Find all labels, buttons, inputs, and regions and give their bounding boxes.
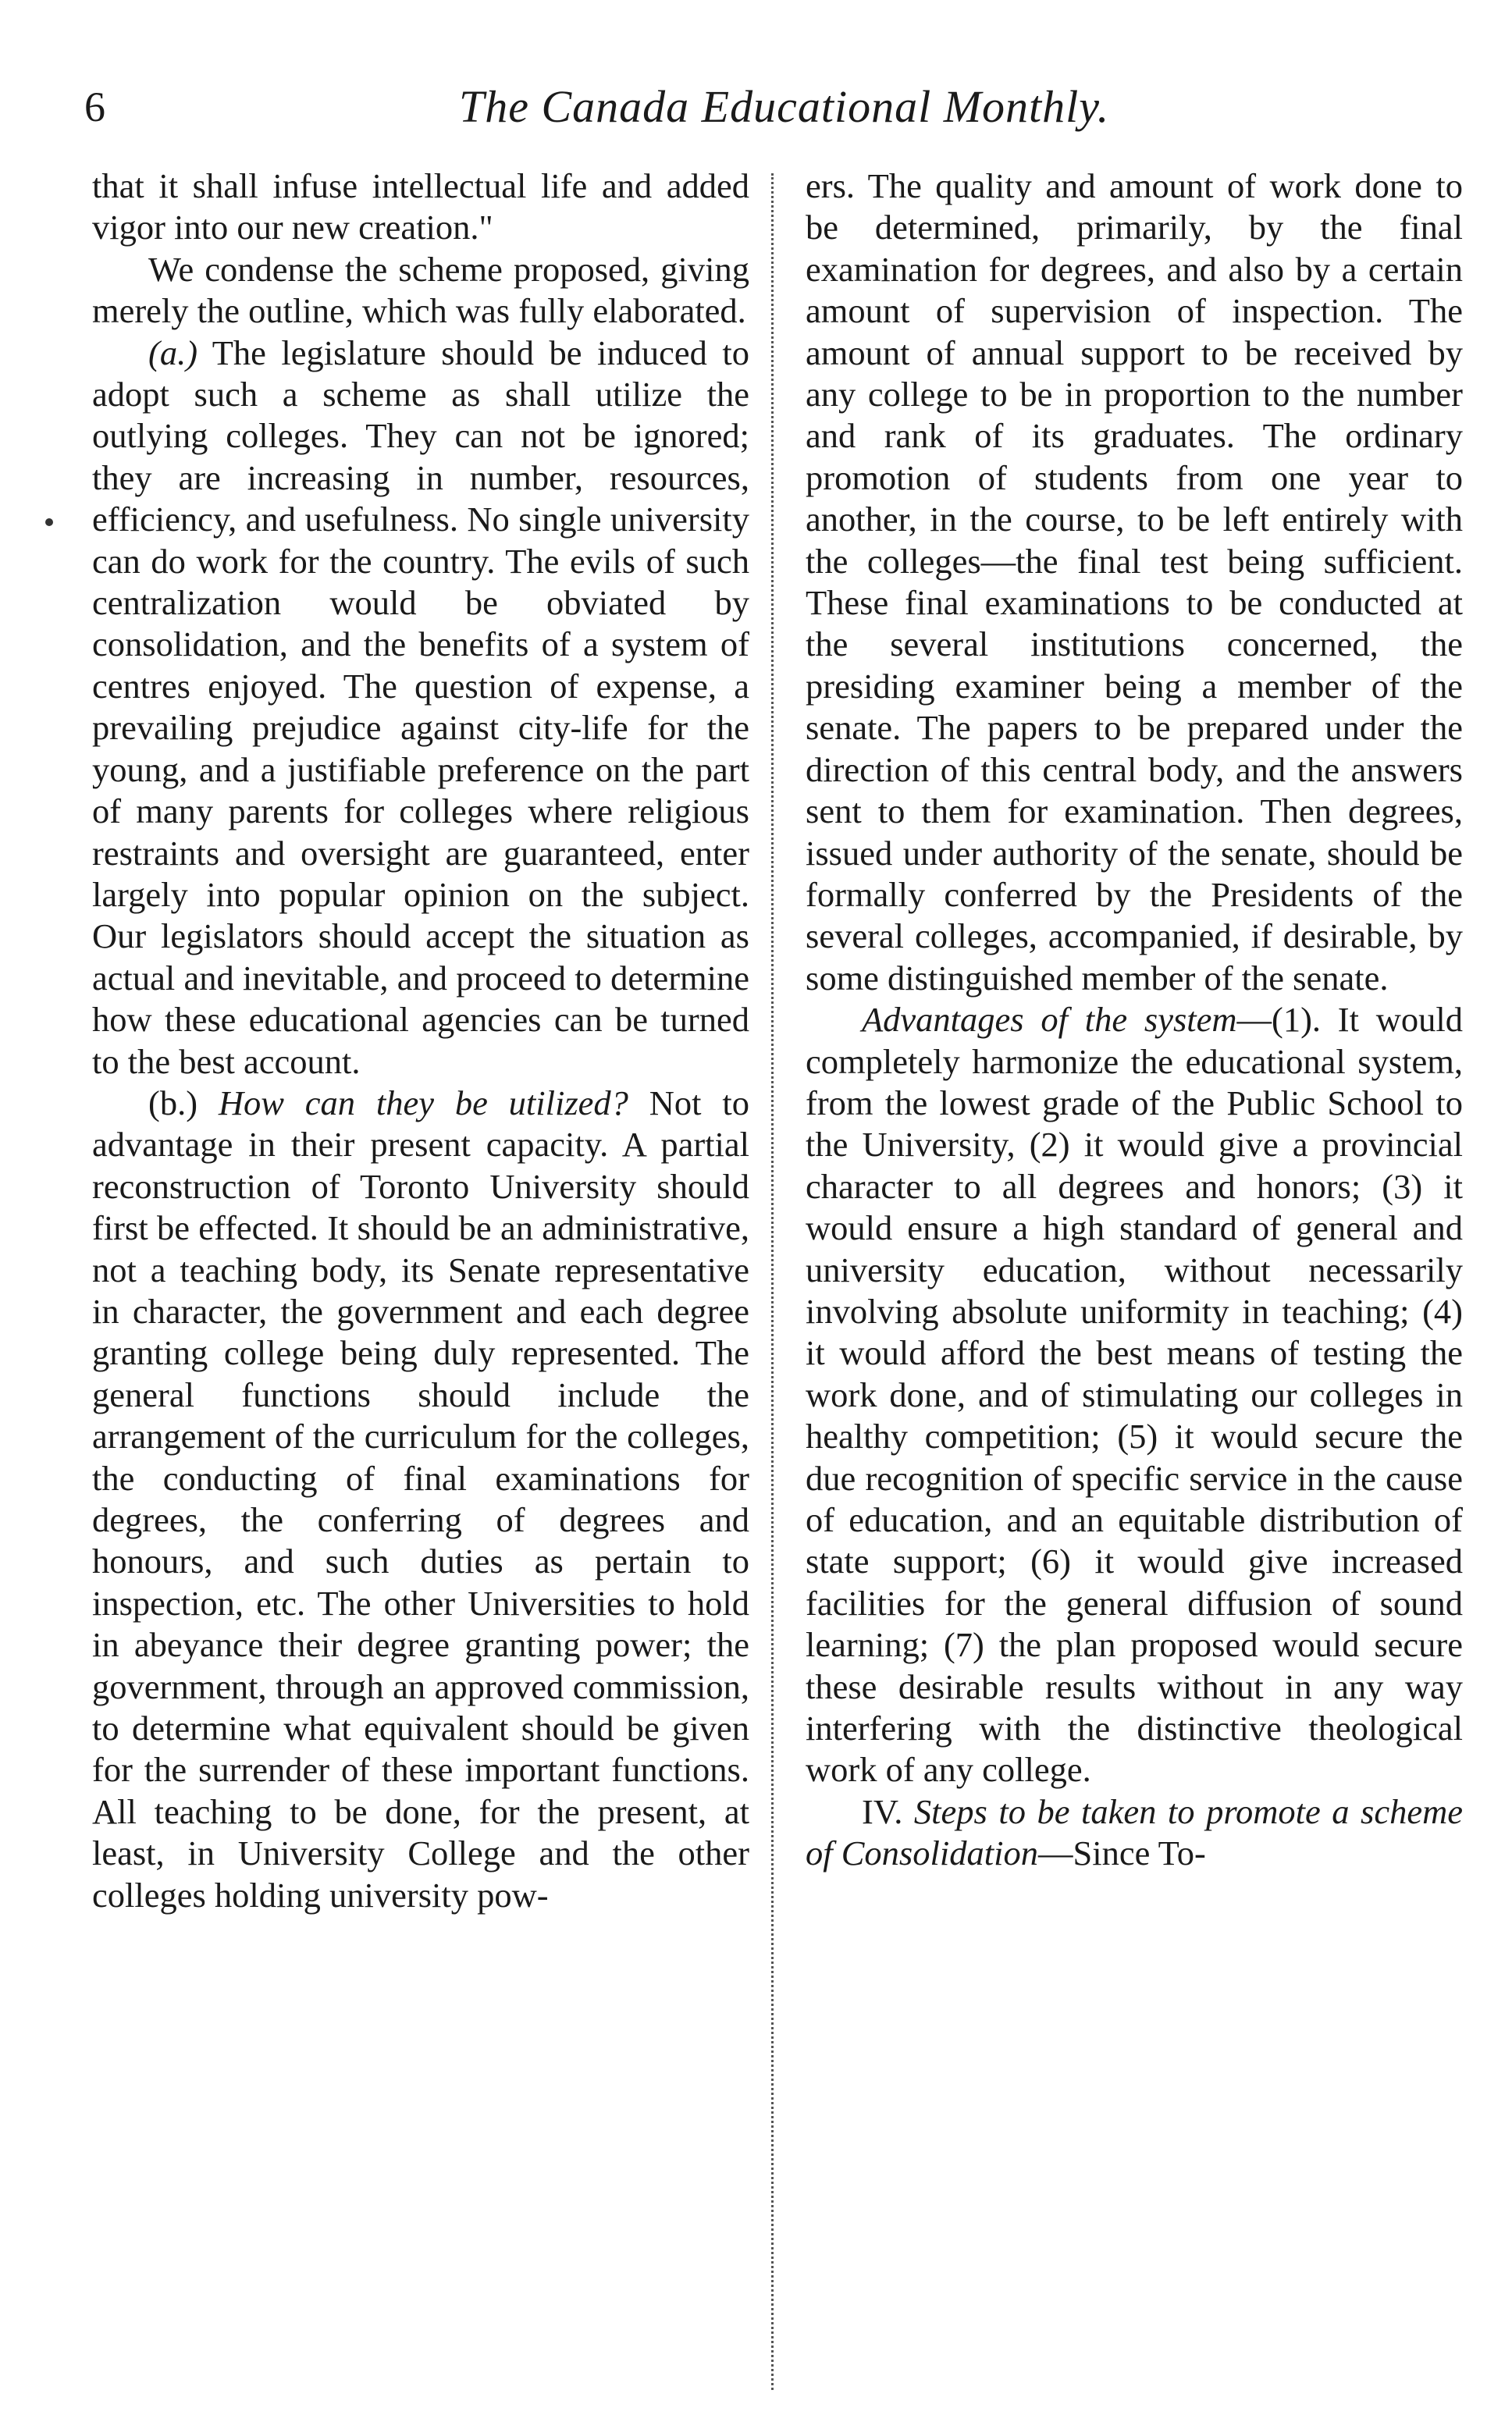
paragraph-body: —(1). It would completely harmonize the educational system, from the lowest grade of the Public School to the University, (2) it would give a provincial character to all degrees and honors; (3) it would ensure a high standard of general and university education, without necessarily involving absolute uniformity in teaching; (4) it would afford the best means of testing the work done, and of stimulating our colleges in healthy competition; (5) it would secure the due recognition of specific service in the cause of education, and an equitable distribution of state support; (6) it would give increased facilities for the general diffusion of sound learning; (7) the plan proposed would secure these desirable results without in any way interfering with the distinctive theological work of any college. — [806, 1000, 1464, 1790]
paragraph-lead: IV. — [862, 1791, 903, 1831]
paragraph: We condense the scheme proposed, giving merely the outline, which was fully elaborated. — [92, 249, 749, 331]
page-header — [84, 72, 1482, 142]
running-title: The Canada Educational Monthly. — [459, 81, 1110, 132]
section-title: Steps to be taken to promote a scheme of Consolidation — [806, 1791, 1463, 1873]
paragraph: ers. The quality and amount of work done to be determined, primarily, by the final examination for degrees, and also by a certain amount of supervision of inspection. The amount of annual support to be received by any college to be in proportion to the number and rank of its graduates. The ordinary promotion of students from one year to another, in the course, to be left entirely with the colleges—the final test being sufficient. These final examinations to be conducted at the several institutions concerned, the presiding examiner being a member of the senate. The papers to be prepared under the direction of this central body, and the answers sent to them for examination. Then degrees, issued under authority of the senate, should be formally conferred by the Presidents of the several colleges, accompanied, if desirable, by some distinguished member of the senate. — [806, 166, 1463, 998]
paragraph-lead: (b.) — [148, 1083, 198, 1122]
column-divider — [771, 173, 774, 2390]
paragraph — [806, 1791, 1463, 1875]
section-title: How can they be utilized? — [218, 1083, 628, 1122]
margin-mark — [45, 518, 53, 526]
paragraph-body: The legislature should be induced to adopt such a scheme as shall utilize the outlying colleges. They can not be ignored; they are increasing in number, resources, efficiency, and usefulness. No single university can do work for the country. The evils of such centralization would be obviated by consolidation, and the benefits of a system of centres enjoyed. The question of expense, a prevailing prejudice against city-life for the young, and a justifiable preference on the part of many parents for colleges where religious restraints and oversight are guaranteed, enter largely into popular opinion on the subject. Our legislators should accept the situation as actual and inevitable, and proceed to determine how these educational agencies can be turned to the best account. — [92, 333, 749, 1081]
paragraph-body: Not to advantage in their present capacity. A partial reconstruction of Toronto University should first be effected. It should be an administrative, not a teaching body, its Senate representative in character, the government and each degree granting college being duly represented. The general functions should include the arrangement of the curriculum for the colleges, the conducting of final examinations for degrees, the conferring of degrees and honours, and such duties as pertain to inspection, etc. The other Universities to hold in abeyance their degree granting power; the government, through an approved commission, to determine what equivalent should be given for the surrender of these important functions. All teaching to be done, for the present, at least, in University College and the other colleges holding university pow- — [92, 1083, 749, 1915]
page-number: 6 — [84, 84, 105, 130]
paragraph-lead: (a.) — [148, 333, 198, 372]
paragraph — [92, 333, 749, 1083]
right-column — [806, 165, 1463, 1875]
section-title: Advantages of the system — [862, 1000, 1237, 1040]
paragraph — [92, 1083, 749, 1916]
paragraph: that it shall infuse intellectual life and added vigor into our new creation." — [92, 166, 749, 247]
paragraph-body: —Since To- — [1037, 1833, 1206, 1873]
paragraph — [806, 999, 1463, 1791]
left-column — [92, 165, 749, 1916]
